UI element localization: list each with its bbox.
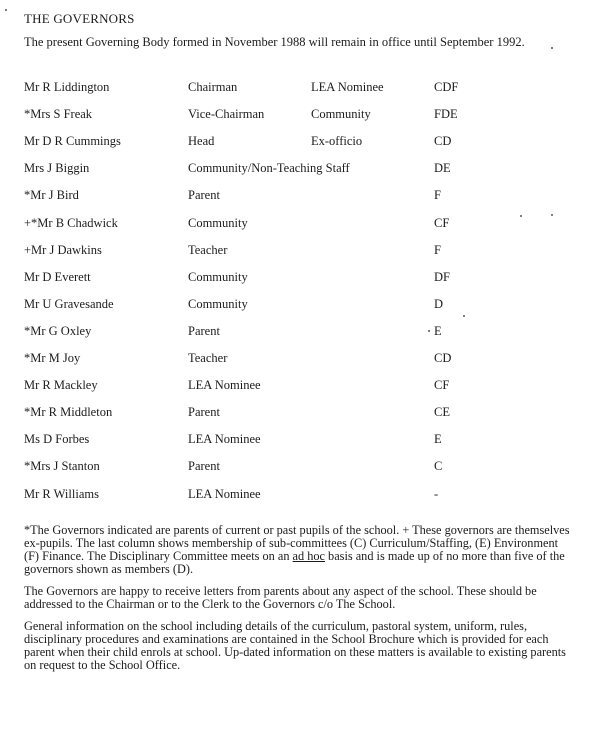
governor-committees: D xyxy=(434,296,444,311)
intro-paragraph: The present Governing Body formed in November 1988 will remain in office until September 1992. xyxy=(24,35,525,49)
scan-speck xyxy=(551,47,553,49)
governor-name: Mr D R Cummings xyxy=(24,134,121,149)
governor-role: Teacher xyxy=(188,242,228,257)
notes-key-text-end: basis and is made up of no more than five of the governors shown as members (D). xyxy=(24,549,565,576)
governor-row xyxy=(0,270,600,288)
governor-row xyxy=(0,216,600,234)
governor-role: LEA Nominee xyxy=(188,432,261,447)
scan-speck xyxy=(5,9,7,11)
scan-speck xyxy=(520,215,522,217)
notes-section xyxy=(24,524,572,681)
page-title: THE GOVERNORS xyxy=(24,11,135,26)
governor-name: Mrs J Biggin xyxy=(24,161,90,176)
governor-role: Community xyxy=(188,296,248,311)
governor-row xyxy=(0,297,600,315)
governor-row xyxy=(0,487,600,505)
governor-row xyxy=(0,80,600,98)
governor-role: Community/Non-Teaching Staff xyxy=(188,161,350,176)
governor-row xyxy=(0,432,600,450)
notes-paragraph-letters: The Governors are happy to receive letters from parents about any aspect of the school. These should be addressed to the Chairman or to the Clerk to the Governors c/o The School. xyxy=(24,584,537,611)
notes-paragraph-brochure: General information on the school including details of the curriculum, pastoral system, uniform, rules, disciplinary procedures and examinations are contained in the School Brochure which is provided for each parent when their child enrols at school. Up-dated information on these matters is available to existing parents on request to the School Office. xyxy=(24,619,566,672)
scan-speck xyxy=(463,315,465,317)
notes-paragraph-key xyxy=(24,524,572,576)
governor-name: *Mr J Bird xyxy=(24,188,79,203)
ad-hoc-term: ad hoc xyxy=(292,549,325,563)
governor-row xyxy=(0,188,600,206)
governor-row xyxy=(0,161,600,179)
governor-role: Community xyxy=(188,215,248,230)
governor-role: Parent xyxy=(188,405,220,420)
governor-name: Mr R Williams xyxy=(24,486,99,501)
governor-role: Vice-Chairman xyxy=(188,107,265,122)
scan-speck xyxy=(428,330,430,332)
governor-row xyxy=(0,324,600,342)
governor-committees: CF xyxy=(434,378,450,393)
governor-name: +*Mr B Chadwick xyxy=(24,215,118,230)
governor-row xyxy=(0,134,600,152)
governor-committees: FDE xyxy=(434,107,458,122)
governor-name: +Mr J Dawkins xyxy=(24,242,102,257)
governor-row xyxy=(0,243,600,261)
governor-role: Community xyxy=(188,269,248,284)
governor-name: *Mr G Oxley xyxy=(24,323,92,338)
governor-committees: CE xyxy=(434,405,450,420)
governor-role: Parent xyxy=(188,459,220,474)
governor-name: *Mrs J Stanton xyxy=(24,459,100,474)
governor-committees: CD xyxy=(434,134,452,149)
governor-committees: - xyxy=(434,486,439,501)
governor-role: Head xyxy=(188,134,215,149)
governor-row xyxy=(0,405,600,423)
governor-category: Ex-officio xyxy=(311,134,363,149)
governor-role: Parent xyxy=(188,188,220,203)
governor-committees: CF xyxy=(434,215,450,230)
governor-committees: DE xyxy=(434,161,451,176)
governor-name: Mr U Gravesande xyxy=(24,296,114,311)
governor-committees: CD xyxy=(434,351,452,365)
governor-role: Chairman xyxy=(188,80,238,94)
governor-committees: E xyxy=(434,432,442,447)
governor-name: Mr R Mackley xyxy=(24,378,98,393)
governor-row xyxy=(0,107,600,125)
governor-committees: F xyxy=(434,242,441,257)
governor-name: *Mr M Joy xyxy=(24,351,81,365)
governor-name: Mr D Everett xyxy=(24,269,91,284)
governor-committees: F xyxy=(434,188,441,203)
governor-role: Teacher xyxy=(188,351,228,365)
governor-name: Mr R Liddington xyxy=(24,80,110,94)
governor-committees: DF xyxy=(434,269,450,284)
governor-role: Parent xyxy=(188,323,220,338)
governor-role: LEA Nominee xyxy=(188,378,261,393)
governor-name: Ms D Forbes xyxy=(24,432,90,447)
governor-committees: C xyxy=(434,459,443,474)
governor-name: *Mr R Middleton xyxy=(24,405,113,420)
governor-category: LEA Nominee xyxy=(311,80,384,94)
governor-row xyxy=(0,459,600,477)
scan-speck xyxy=(551,214,553,216)
governor-role: LEA Nominee xyxy=(188,486,261,501)
governor-committees: E xyxy=(434,323,442,338)
governor-row xyxy=(0,351,600,369)
governor-category: Community xyxy=(311,107,371,122)
governor-committees: CDF xyxy=(434,80,459,94)
governor-row xyxy=(0,378,600,396)
notes-key-text: *The Governors indicated are parents of current or past pupils of the school. + These governors are themselves ex-pupils. The last column shows membership of sub-committees (C) Curriculum/Staffing, (E) Environment (F) Finance. The Disciplinary Committee meets on an xyxy=(24,523,570,563)
governor-name: *Mrs S Freak xyxy=(24,107,93,122)
